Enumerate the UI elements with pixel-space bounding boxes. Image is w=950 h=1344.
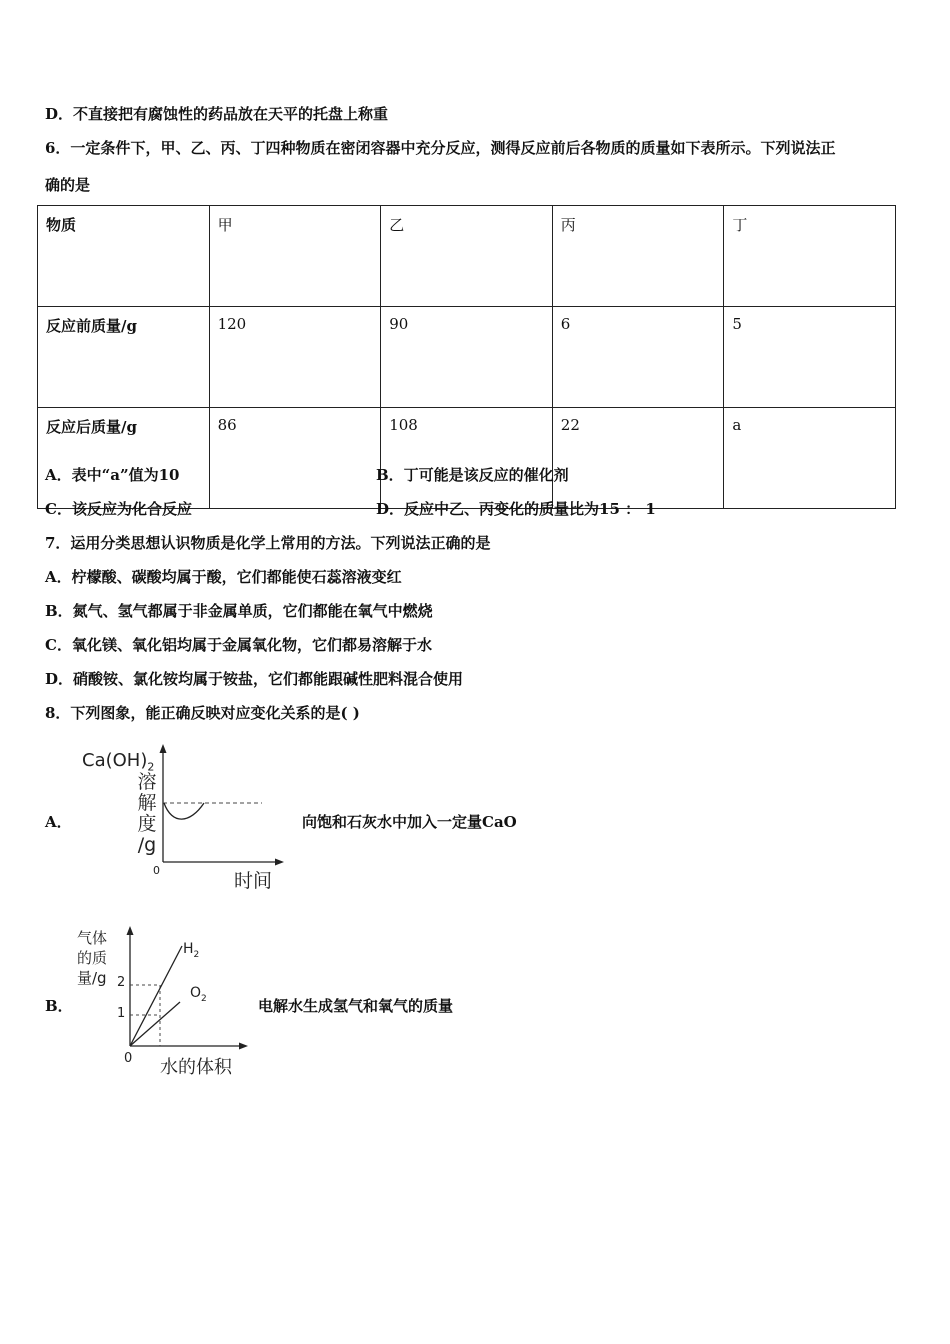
q8b-ylabel-line: 量/g [77,969,107,987]
q6-option-c: C．该反应为化合反应 [45,500,192,518]
q8-option-b-letter: B． [45,997,73,1015]
q8b-h2-label: $H_2$ [183,941,200,960]
q8a-ylabel-char: 度 [137,813,157,835]
q5-option-d: D．不直接把有腐蚀性的药品放在天平的托盘上称重 [45,105,389,123]
table-header-cell: 甲 [209,206,381,307]
q7-option-a: A．柠檬酸、碳酸均属于酸，它们都能使石蕊溶液变红 [45,568,402,586]
q8b-caption: 电解水生成氢气和氧气的质量 [258,997,454,1015]
q8b-ylabel-line: 气体 [77,929,108,947]
table-header-cell: 物质 [38,206,210,307]
q8b-o2-line [130,1002,180,1046]
table-cell: 5 [724,307,896,408]
q8a-ylabel-char: 解 [137,792,157,814]
table-cell: 22 [552,408,724,509]
table-row [38,307,896,408]
q8a-x-axis-arrow [275,859,284,866]
q6-stem-line1: 6．一定条件下，甲、乙、丙、丁四种物质在密闭容器中充分反应，测得反应前后各物质的质量如下表所示。下列说法正 [45,139,836,157]
table-cell: a [724,408,896,509]
table-cell: 90 [381,307,553,408]
q8a-solubility-graph [150,742,290,867]
q8a-xlabel: 时间 [234,870,273,892]
q8b-xlabel: 水的体积 [160,1057,232,1078]
table-header-cell: 乙 [381,206,553,307]
q8b-o2-label: $O_2$ [190,985,207,1004]
q7-option-d: D．硝酸铵、氯化铵均属于铵盐，它们都能跟碱性肥料混合使用 [45,670,464,688]
table-header-row [38,206,896,307]
q8b-origin: 0 [124,1051,133,1066]
q8a-origin: 0 [153,864,160,877]
q8b-h2-line [130,946,182,1046]
q8a-ylabel-formula: $Ca(OH)_2$ [82,750,155,774]
table-cell: 6 [552,307,724,408]
q8a-ylabel-char: 溶 [137,771,157,793]
table-header-cell: 丁 [724,206,896,307]
table-cell: 108 [381,408,553,509]
q6-option-a: A．表中“a”值为10 [45,466,180,484]
q7-option-c: C．氧化镁、氧化铝均属于金属氧化物，它们都易溶解于水 [45,636,432,654]
table-cell: 反应前质量/g [38,307,210,408]
q8-option-a-letter: A． [45,813,72,831]
q6-option-d: D．反应中乙、丙变化的质量比为15 ： 1 [376,500,656,518]
table-cell: 反应后质量/g [38,408,210,509]
q8b-ylabel [77,928,107,988]
q6-option-b: B．丁可能是该反应的催化剂 [376,466,569,484]
q8b-ylabel-line: 的质 [77,949,108,967]
table-cell: 120 [209,307,381,408]
table-row [38,408,896,509]
table-cell: 86 [209,408,381,509]
q7-stem: 7．运用分类思想认识物质是化学上常用的方法。下列说法正确的是 [45,534,491,552]
q8a-ylabel-char: /g [137,834,157,856]
q8b-tick-2: 2 [117,975,126,990]
q7-option-b: B．氮气、氢气都属于非金属单质，它们都能在氧气中燃烧 [45,602,433,620]
q8b-tick-1: 1 [117,1006,126,1021]
table-header-cell: 丙 [552,206,724,307]
q8b-y-axis-arrow [127,926,134,935]
q8b-x-axis-arrow [239,1043,248,1050]
q8-stem: 8．下列图象，能正确反映对应变化关系的是( ) [45,704,360,722]
q8a-solubility-curve [164,803,204,819]
q8a-caption: 向饱和石灰水中加入一定量CaO [302,813,517,831]
q8a-y-axis-arrow [160,744,167,753]
q6-stem-line2: 确的是 [45,176,91,194]
